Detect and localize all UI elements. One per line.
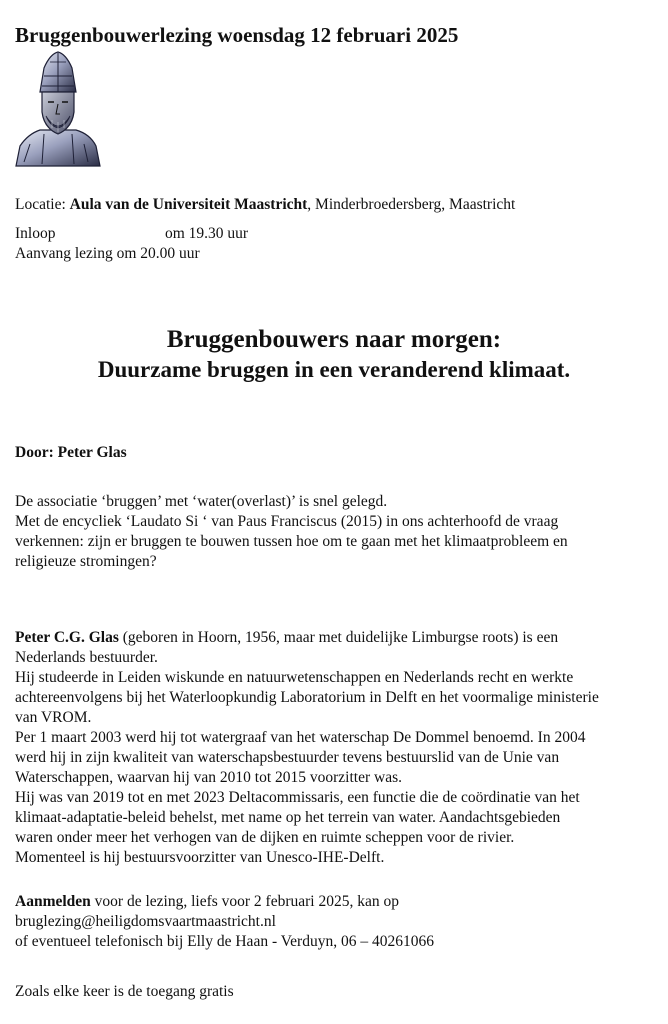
intro-line: De associatie ‘bruggen’ met ‘water(overlast)’ is snel gelegd. xyxy=(15,493,388,510)
entry-time: om 19.30 uur xyxy=(165,225,249,242)
bio-first-line-rest: (geboren in Hoorn, 1956, maar met duidelijke Limburgse roots) is een xyxy=(118,629,559,646)
bio-line: Waterschappen, waarvan hij van 2010 tot 2015 voorzitter was. xyxy=(15,769,402,786)
start-line: Aanvang lezing om 20.00 uur xyxy=(15,245,200,262)
registration-label: Aanmelden xyxy=(15,893,91,910)
lecture-heading: Bruggenbouwers naar morgen: xyxy=(166,326,502,353)
bio-paragraph xyxy=(15,628,660,868)
speaker-line: Door: Peter Glas xyxy=(15,444,127,461)
bio-line: Hij studeerde in Leiden wiskunde en natuurwetenschappen en Nederlands recht en werkte xyxy=(15,669,574,686)
bio-line: klimaat-adaptatie-beleid behelst, met name op het terrein van water. Aandachtsgebieden xyxy=(15,809,561,826)
location-line xyxy=(15,195,515,215)
bio-line: van VROM. xyxy=(15,709,92,726)
intro-line: Met de encycliek ‘Laudato Si ‘ van Paus Franciscus (2015) in ons achterhoofd de vraag xyxy=(15,513,559,530)
entry-line xyxy=(15,224,248,244)
bio-line: Nederlands bestuurder. xyxy=(15,649,158,666)
bishop-bust-icon xyxy=(14,50,102,168)
registration-first-line-rest: voor de lezing, liefs voor 2 februari 2025, kan op xyxy=(90,893,399,910)
lecture-subheading: Duurzame bruggen in een veranderend klimaat. xyxy=(97,357,571,382)
entry-label: Inloop xyxy=(15,225,56,242)
bio-line: Per 1 maart 2003 werd hij tot watergraaf van het waterschap De Dommel benoemd. In 2004 xyxy=(15,729,586,746)
bio-first-line xyxy=(15,628,660,648)
registration-phone-line: of eventueel telefonisch bij Elly de Haan - Verduyn, 06 – 40261066 xyxy=(15,933,434,950)
location-address: , Minderbroedersberg, Maastricht xyxy=(307,196,516,213)
bio-line: werd hij in zijn kwaliteit van waterschapsbestuurder tevens bestuurslid van de Unie van xyxy=(15,749,560,766)
location-venue: Aula van de Universiteit Maastricht xyxy=(69,196,308,213)
bio-name: Peter C.G. Glas xyxy=(15,629,119,646)
bio-line: Momenteel is hij bestuursvoorzitter van Unesco-IHE-Delft. xyxy=(15,849,385,866)
location-label: Locatie: xyxy=(15,196,70,213)
closing-line: Zoals elke keer is de toegang gratis xyxy=(15,983,234,1000)
intro-line: religieuze stromingen? xyxy=(15,553,157,570)
bio-line: Hij was van 2019 tot en met 2023 Deltacommissaris, een functie die de coördinatie van het xyxy=(15,789,580,806)
page-title: Bruggenbouwerlezing woensdag 12 februari 2025 xyxy=(15,23,459,47)
registration-paragraph xyxy=(15,892,660,952)
registration-email[interactable]: bruglezing@heiligdomsvaartmaastricht.nl xyxy=(15,913,276,930)
registration-first-line xyxy=(15,892,660,912)
bio-line: waren onder meer het verhogen van de dijken en ruimte scheppen voor de rivier. xyxy=(15,829,515,846)
intro-line: verkennen: zijn er bruggen te bouwen tussen hoe om te gaan met het klimaatprobleem en xyxy=(15,533,568,550)
intro-paragraph xyxy=(15,492,660,572)
bio-line: achtereenvolgens bij het Waterloopkundig Laboratorium in Delft en het voormalige ministerie xyxy=(15,689,599,706)
